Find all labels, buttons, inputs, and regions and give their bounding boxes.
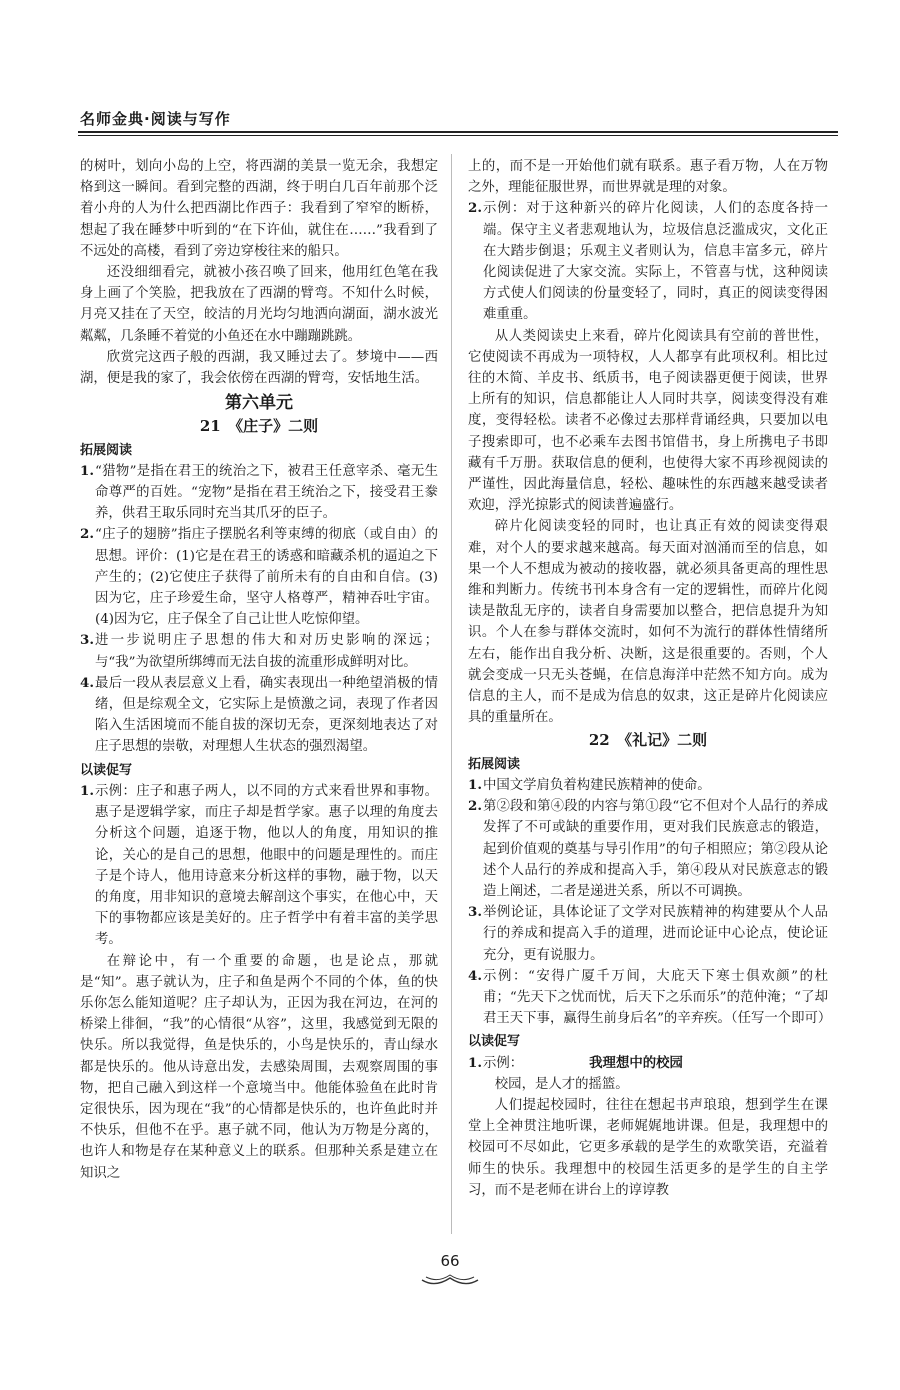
paragraph: 校园，是人才的摇篮。 (494, 1076, 629, 1092)
paragraph: 还没细细看完，就被小孩召唤了回来，他用红色笔在我身上画了个笑脸，把我放在了西湖的臂弯。不知什么时候，月亮又挂在了天空，皎洁的月光均匀地洒向湖面，湖水波光粼粼，几条睡不着觉的小鱼还在水中蹦蹦跳跳。 (80, 265, 438, 344)
section-label: 拓展阅读 (80, 442, 133, 458)
answer-text: 举例论证，具体论证了文学对民族精神的构建要从个人品行的养成和提高入手的道理，进而论证中心论点，使论证充分，更有说服力。 (483, 905, 828, 963)
answer-item (80, 524, 438, 630)
answer-item (468, 796, 828, 902)
answer-text: 中国文学肩负着构建民族精神的使命。 (483, 777, 711, 793)
paragraph: 上的，而不是一开始他们就有联系。惠子看万物，人在万物之外，理能征服世界，而世界就是理的对象。 (468, 159, 828, 196)
header-rule-thin (78, 135, 838, 136)
answer-item (468, 902, 828, 966)
answer-item (468, 1053, 828, 1074)
answer-item (468, 775, 828, 796)
answer-text: “猎物”是指在君王的统治之下，被君王任意宰杀、毫无生命尊严的百姓。“宠物”是指在君王统治之下，接受君王豢养，供君王取乐同时充当其爪牙的臣子。 (95, 463, 438, 522)
essay-heading-line (483, 1053, 828, 1074)
lesson-title: 22 《礼记》二则 (588, 731, 708, 750)
answer-number: 2. (80, 526, 94, 543)
answer-item (80, 781, 438, 951)
answer-number: 2. (468, 798, 482, 815)
page-header (78, 104, 838, 134)
answer-text: 最后一段从表层意义上看，确实表现出一种绝望消极的情绪，但是综观全文，它实际上是愤激之词，表现了作者因陷入生活困境而不能自拔的深切无奈，更深刻地表达了对庄子思想的崇敬，对理想人生状态的强烈渴望。 (95, 675, 438, 755)
left-column (80, 156, 438, 1184)
paragraph: 欣赏完这西子般的西湖，我又睡过去了。梦境中——西湖，便是我的家了，我会依傍在西湖的臂弯，安恬地生活。 (80, 349, 438, 387)
answer-item (468, 966, 832, 1030)
answer-text: 第②段和第④段的内容与第①段“它不但对个人品行的养成发挥了不可或缺的重要作用，更对我们民族意志的锻造，起到价值观的奠基与导引作用”的句子相照应；第②段从论述个人品行的养成和提高入手，第④段从对民族意志的锻造上阐述，二者是递进关系，所以不可调换。 (483, 799, 828, 899)
answer-number: 3. (468, 904, 482, 921)
answer-number: 1. (80, 462, 94, 479)
answer-item (80, 630, 438, 672)
page-number: 66 (440, 1252, 460, 1270)
paragraph: 在辩论中，有一个重要的命题，也是论点，那就是“知”。惠子就认为，庄子和鱼是两个不同的个体，鱼的快乐你怎么能知道呢？庄子却认为，正因为我在河边，在河的桥梁上徘徊，“我”的心情很“从容”，这里，我感觉到无限的快乐。所以我觉得，鱼是快乐的，小鸟是快乐的，青山绿水都是快乐的。他从诗意出发，去感染周围，去观察周围的事物，把自己融入到这样一个意境当中。他能体验鱼在此时肯定很快乐，因为现在“我”的心情都是快乐的，也许鱼此时并不快乐，但他不在乎。惠子就不同，他认为万物是分离的，也许人和物是存在某种意义上的联系。但那种关系是建立在知识之 (80, 953, 438, 1181)
answer-text: 进一步说明庄子思想的伟大和对历史影响的深远；与“我”为欲望所绑缚而无法自拔的流重形成鲜明对比。 (95, 633, 438, 670)
paragraph: 碎片化阅读变轻的同时，也让真正有效的阅读变得艰难，对个人的要求越来越高。每天面对汹涌而至的信息，如果一个人不想成为被动的接收器，就必须具备更高的理性思维和判断力。传统书刊本身含有一定的逻辑性，而碎片化阅读是散乱无序的，读者自身需要加以整合，把信息提升为知识。个人在参与群体交流时，如何不为流行的群体性情绪所左右，能作出自我分析、决断，这是很重要的。否则，个人就会变成一只无头苍蝇，在信息海洋中茫然不知方向。成为信息的主人，而不是成为信息的奴隶，这正是碎片化阅读应具的重量所在。 (468, 519, 828, 726)
essay-prefix: 示例： (483, 1055, 524, 1071)
answer-number: 2. (468, 200, 482, 217)
answer-text: “庄子的翅膀”指庄子摆脱名利等束缚的彻底（或自由）的思想。评价：(1)它是在君王的诱惑和暗藏杀机的逼迫之下产生的；(2)它使庄子获得了前所未有的自由和自信。(3)因为它，庄子珍爱生命，坚守人格尊严，精神吞吐宇宙。(4)因为它，庄子保全了自己让世人吃惊仰望。 (95, 527, 438, 628)
answer-number: 1. (80, 782, 94, 799)
column-divider (451, 154, 452, 1234)
answer-text: 示例：对于这种新兴的碎片化阅读，人们的态度各持一端。保守主义者悲观地认为，垃圾信息泛滥成灾，文化正在大踏步倒退；乐观主义者则认为，信息丰富多元，碎片化阅读促进了大家交流。实际上，不管喜与忧，这种阅读方式使人们阅读的份量变轻了，同时，真正的阅读变得困难重重。 (483, 201, 828, 323)
right-column (468, 156, 832, 1201)
answer-text: 示例：庄子和惠子两人，以不同的方式来看世界和事物。惠子是逻辑学家，而庄子却是哲学家。惠子以理的角度去分析这个问题，追逐于物，他以人的角度，用知识的推论，关心的是自己的思想，他眼中的问题是理性的。而庄子是个诗人，他用诗意来分析这样的事物，融于物，以天的角度，用非知识的意境去解剖这个事实，在他心中，天下的事物都应该是美好的。庄子哲学中有着丰富的美学思考。 (95, 783, 438, 948)
header-rule (78, 131, 838, 133)
unit-title: 第六单元 (225, 393, 293, 414)
header-title: 名师金典·阅读与写作 (80, 110, 231, 128)
paragraph: 从人类阅读史上来看，碎片化阅读具有空前的普世性，它使阅读不再成为一项特权，人人都享有此项权利。相比过往的木简、羊皮书、纸质书，电子阅读器更便于阅读，世界上所有的知识，信息都能让人人同时共享，阅读变得没有难度，变得轻松。读者不必像过去那样背诵经典，只要加以电子搜索即可，也不必乘车去图书馆借书，身上所携电子书即藏有千万册。获取信息的便利，也使得大家不再珍视阅读的严谨性，因此海量信息，轻松、趣味性的东西越来越受读者欢迎，浮光掠影式的阅读普遍盛行。 (468, 328, 828, 514)
answer-number: 4. (80, 674, 94, 691)
answer-number: 3. (80, 632, 94, 649)
section-label: 以读促写 (80, 762, 133, 778)
answer-text: 示例：“安得广厦千万间，大庇天下寒士俱欢颜”的杜甫；“先天下之忧而忧，后天下之乐而乐”的范仲淹；“了却君王天下事，赢得生前身后名”的辛弃疾。（任写一个即可） (483, 968, 832, 1027)
lesson-title: 21 《庄子》二则 (199, 417, 319, 436)
answer-item (80, 673, 438, 758)
answer-number: 1. (468, 776, 482, 793)
answer-item (468, 198, 828, 325)
answer-item (80, 461, 438, 525)
page-ornament-icon (420, 1272, 480, 1288)
answer-number: 1. (468, 1054, 482, 1071)
paragraph: 人们提起校园时，往往在想起书声琅琅，想到学生在课堂上全神贯注地听课，老师娓娓地讲课。但是，我理想中的校园可不尽如此，它更多承载的是学生的欢歌笑语，充溢着师生的快乐。我理想中的校园生活更多的是学生的自主学习，而不是老师在讲台上的谆谆教 (468, 1097, 828, 1198)
section-label: 拓展阅读 (468, 756, 521, 772)
answer-number: 4. (468, 967, 482, 984)
paragraph: 的树叶，划向小岛的上空，将西湖的美景一览无余，我想定格到这一瞬间。看到完整的西湖，终于明白几百年前那个泛着小舟的人为什么把西湖比作西子：我看到了窄窄的断桥，想起了我在睡梦中听到的“在下许仙，就住在……”我看到了不远处的高楼，看到了旁边穿梭往来的船只。 (80, 159, 438, 259)
section-label: 以读促写 (468, 1034, 521, 1050)
essay-title: 我理想中的校园 (589, 1055, 683, 1071)
